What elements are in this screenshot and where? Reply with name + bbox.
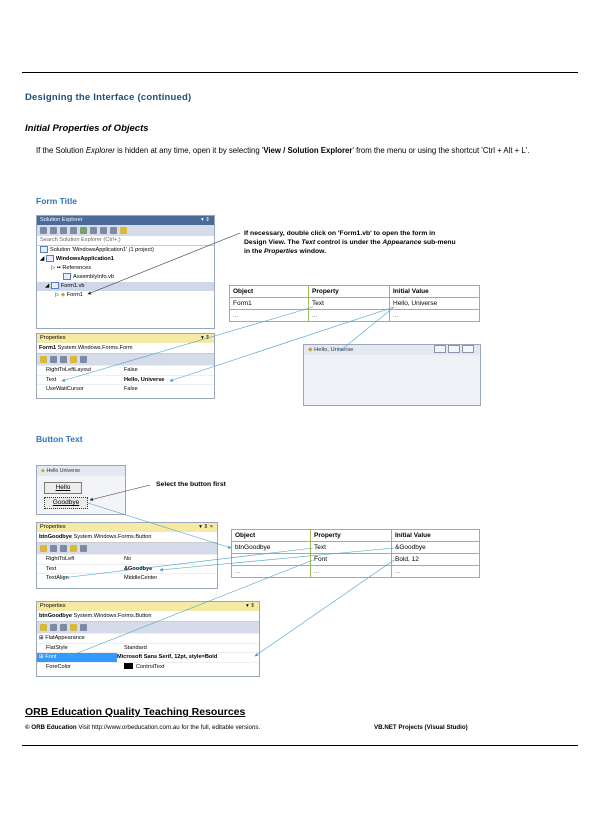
arrow-line <box>160 548 394 570</box>
solution-search-input[interactable]: Search Solution Explorer (Ctrl+;) <box>37 236 214 246</box>
tree-item-form1-vb[interactable]: ◢ Form1.vb <box>37 282 214 291</box>
page-heading: Designing the Interface (continued) <box>25 92 192 103</box>
prop-row[interactable]: RightToLeft No <box>37 554 217 564</box>
col-header: Initial Value <box>392 530 480 542</box>
solution-explorer-titlebar: Solution Explorer ▾ ⇕ <box>37 216 214 225</box>
section-subheading: Initial Properties of Objects <box>25 123 149 134</box>
arrow-line <box>62 548 313 578</box>
prop-row-text[interactable]: Text Hello, Universe <box>37 375 214 385</box>
tree-item-solution[interactable]: Solution 'WindowsApplication1' (1 project) <box>37 246 214 255</box>
prop-row[interactable]: ForeColor ControlText <box>37 662 259 672</box>
prop-row-font[interactable]: ⊞ Font Microsoft Sans Serif, 12pt, style=Bold <box>37 652 259 662</box>
form-title-note: If necessary, double click on 'Form1.vb' to open the form in Design View. The Text control is under the Appearance sub-menu in the Properties window. <box>244 230 456 255</box>
table-row: Form1 Text Hello, Universe <box>230 298 480 310</box>
bottom-rule <box>22 745 578 746</box>
arrow-line <box>88 503 231 548</box>
form-app-icon: ◆ <box>308 347 313 353</box>
arrow-line <box>88 233 240 294</box>
form-title-heading: Form Title <box>36 196 77 206</box>
arrow-line <box>62 307 313 381</box>
arrow-line <box>340 307 394 351</box>
object-selector[interactable]: Form1 System.Windows.Forms.Form <box>37 343 214 354</box>
prop-row[interactable]: FlatStyle Standard <box>37 643 259 653</box>
footer-title: ORB Education Quality Teaching Resources <box>25 706 246 718</box>
prop-row[interactable]: TextAlign MiddleCenter <box>37 573 217 583</box>
col-header: Property <box>309 286 390 298</box>
tree-item-project[interactable]: ◢ WindowsApplication1 <box>40 256 114 262</box>
col-header: Property <box>311 530 392 542</box>
footer-course: VB.NET Projects (Visual Studio) <box>374 724 468 731</box>
footer-copyright: © ORB Education Visit http://www.orbeducation.com.au for the full, editable versions. <box>25 724 261 731</box>
object-selector[interactable]: btnGoodbye System.Windows.Forms.Button <box>37 532 217 543</box>
arrow-line <box>170 307 394 381</box>
table-row: btnGoodbye Text &Goodbye <box>232 542 480 554</box>
properties-titlebar: Properties ▾ ⇕ <box>37 602 259 611</box>
prop-row[interactable]: RightToLeftLayout False <box>37 365 214 375</box>
arrow-line <box>90 485 150 500</box>
intro-paragraph: If the Solution Explorer is hidden at any time, open it by selecting 'View / Solution Explorer' from the menu or using the shortcut 'Ctrl + Alt + L'. <box>36 146 530 155</box>
table-row: ... ... ... <box>230 310 480 322</box>
form-app-icon: ◆ <box>41 468 45 474</box>
tree-item-form1[interactable]: ▷ ◆ Form1 <box>55 292 83 298</box>
mini-form-titlebar: ◆ Hello Universe <box>37 466 125 476</box>
hello-button[interactable]: Hello <box>44 482 82 494</box>
col-header: Object <box>232 530 311 542</box>
properties-titlebar: Properties ▾ ⇕ <box>37 334 214 343</box>
table-row: ... ... ... <box>232 566 480 578</box>
select-button-note: Select the button first <box>156 481 226 488</box>
object-selector[interactable]: btnGoodbye System.Windows.Forms.Button <box>37 611 259 622</box>
col-header: Object <box>230 286 309 298</box>
arrow-line <box>70 560 313 656</box>
goodbye-button[interactable]: Goodbye <box>44 497 88 509</box>
properties-titlebar: Properties ▾ ⇕ × <box>37 523 217 532</box>
col-header: Initial Value <box>390 286 480 298</box>
prop-row-text[interactable]: Text &Goodbye <box>37 564 217 574</box>
tree-item-assemblyinfo[interactable]: AssemblyInfo.vb <box>37 273 214 282</box>
button-text-heading: Button Text <box>36 434 83 444</box>
prop-row[interactable]: UseWaitCursor False <box>37 384 214 394</box>
table-row: Font Bold, 12 <box>232 554 480 566</box>
prop-row[interactable]: ⊞ FlatAppearance <box>37 633 259 643</box>
form-titlebar: ◆ Hello, Universe <box>304 345 480 355</box>
tree-item-references[interactable]: ▷ ▪▪ References <box>51 265 91 271</box>
